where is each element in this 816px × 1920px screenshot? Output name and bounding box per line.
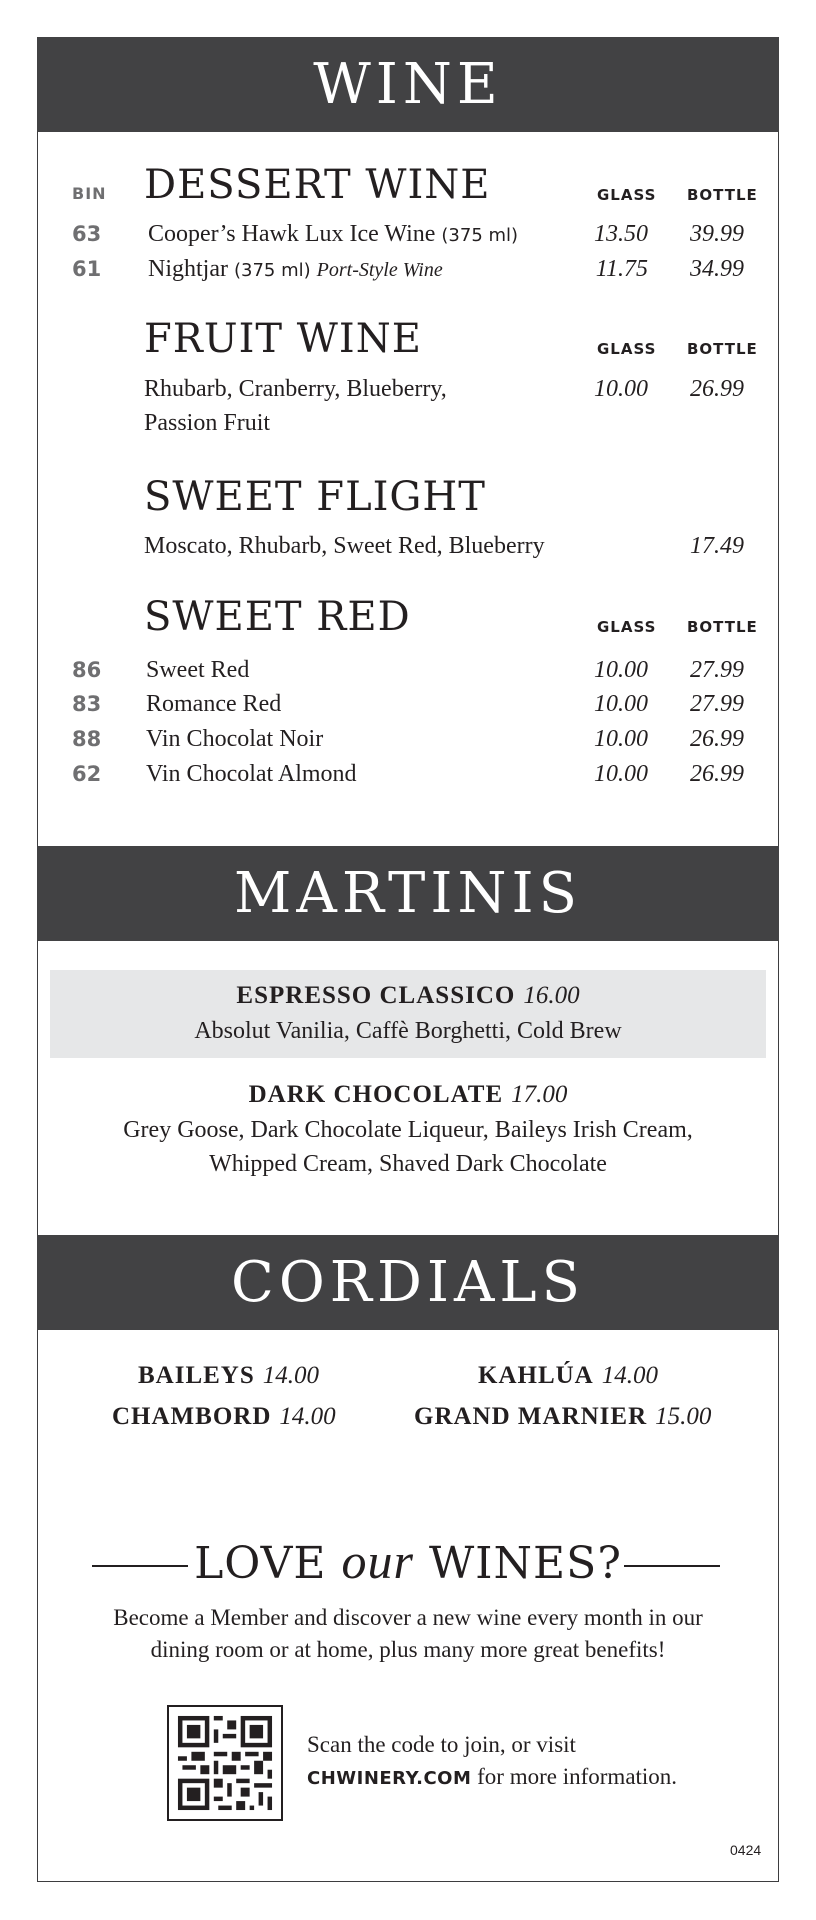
martini-desc-cont: Whipped Cream, Shaved Dark Chocolate xyxy=(209,1151,607,1177)
wine-name: Vin Chocolat Noir xyxy=(146,726,324,752)
sweet-red-title: SWEET RED xyxy=(144,594,411,640)
martini-desc: Absolut Vanilia, Caffè Borghetti, Cold Brew xyxy=(194,1018,622,1044)
promo-title: LOVE our WINES? xyxy=(194,1533,622,1589)
bin-number: 86 xyxy=(72,658,102,682)
glass-price: 10.00 xyxy=(594,376,648,402)
promo-body-cont: dining room or at home, plus many more great benefits! xyxy=(150,1637,666,1662)
sweet-flight-price: 17.49 xyxy=(690,533,744,559)
wine-name: Vin Chocolat Almond xyxy=(146,761,357,787)
qr-code-icon xyxy=(169,1707,281,1819)
martini-desc: Grey Goose, Dark Chocolate Liqueur, Baileys Irish Cream, xyxy=(123,1117,693,1143)
fruit-wine-list-cont: Passion Fruit xyxy=(144,410,271,436)
wine-header: WINE xyxy=(37,37,779,132)
sweet-flight-desc: Moscato, Rhubarb, Sweet Red, Blueberry xyxy=(144,533,545,559)
bottle-price: 27.99 xyxy=(690,657,744,683)
wine-name: Nightjar (375 ml) Port-Style Wine xyxy=(148,256,443,282)
glass-price: 10.00 xyxy=(594,657,648,683)
bin-number: 61 xyxy=(72,257,102,281)
bottle-price: 26.99 xyxy=(690,376,744,402)
bin-number: 63 xyxy=(72,222,102,246)
glass-price: 11.75 xyxy=(595,256,648,282)
bin-label: BIN xyxy=(72,184,107,203)
martini-item: DARK CHOCOLATE 17.00 xyxy=(248,1081,568,1108)
wine-name: Romance Red xyxy=(146,691,282,717)
bottle-price: 26.99 xyxy=(690,726,744,752)
bin-number: 62 xyxy=(72,762,102,786)
dessert-wine-title: DESSERT WINE xyxy=(144,162,491,208)
glass-label: GLASS xyxy=(597,618,657,636)
bottle-price: 26.99 xyxy=(690,761,744,787)
glass-price: 10.00 xyxy=(594,726,648,752)
bottle-label: BOTTLE xyxy=(687,618,758,636)
bottle-price: 27.99 xyxy=(690,691,744,717)
sweet-flight-title: SWEET FLIGHT xyxy=(144,474,486,520)
cordial-item: BAILEYS 14.00 xyxy=(138,1362,320,1389)
promo-body: Become a Member and discover a new wine every month in our xyxy=(113,1605,703,1630)
bottle-label: BOTTLE xyxy=(687,186,758,204)
cordial-item: GRAND MARNIER 15.00 xyxy=(414,1403,712,1430)
glass-price: 10.00 xyxy=(594,691,648,717)
cordial-item: KAHLÚA 14.00 xyxy=(478,1362,658,1389)
martini-item: ESPRESSO CLASSICO 16.00 xyxy=(236,982,580,1009)
bottle-price: 39.99 xyxy=(690,221,744,247)
cordials-header: CORDIALS xyxy=(37,1235,779,1330)
bottle-label: BOTTLE xyxy=(687,340,758,358)
scan-text-cont: CHWINERY.COM for more information. xyxy=(307,1764,678,1789)
martinis-header: MARTINIS xyxy=(37,846,779,941)
website-link[interactable]: CHWINERY.COM xyxy=(307,1768,472,1789)
scan-text: Scan the code to join, or visit xyxy=(307,1732,576,1757)
bottle-price: 34.99 xyxy=(690,256,744,282)
wine-name: Cooper’s Hawk Lux Ice Wine (375 ml) xyxy=(148,221,519,247)
glass-label: GLASS xyxy=(597,340,657,358)
fruit-wine-title: FRUIT WINE xyxy=(144,316,422,362)
bin-number: 83 xyxy=(72,692,102,716)
glass-price: 10.00 xyxy=(594,761,648,787)
glass-price: 13.50 xyxy=(594,221,648,247)
fruit-wine-list: Rhubarb, Cranberry, Blueberry, xyxy=(144,376,447,402)
glass-label: GLASS xyxy=(597,186,657,204)
bin-number: 88 xyxy=(72,727,102,751)
cordial-item: CHAMBORD 14.00 xyxy=(112,1403,336,1430)
wine-name: Sweet Red xyxy=(146,657,250,683)
qr-code[interactable] xyxy=(167,1705,283,1821)
print-code: 0424 xyxy=(730,1842,762,1858)
